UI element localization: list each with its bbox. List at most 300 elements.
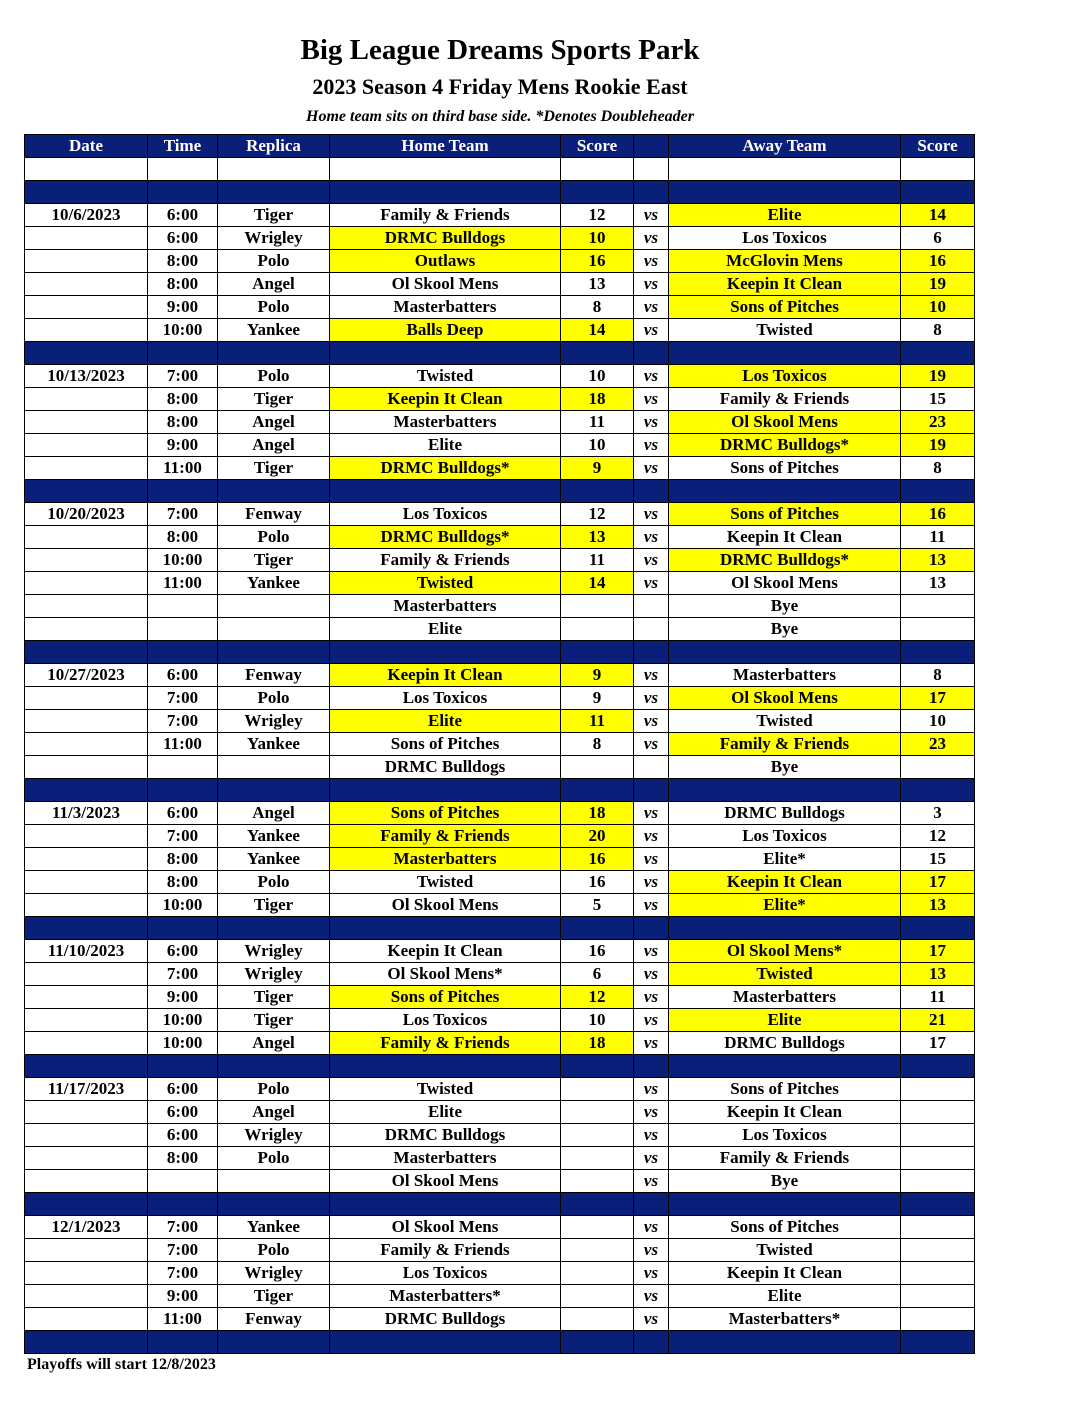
date-cell — [25, 549, 148, 572]
away-team-cell: Family & Friends — [669, 388, 901, 411]
away-score-cell — [901, 595, 975, 618]
separator-cell — [634, 1055, 669, 1078]
home-score-cell: 11 — [561, 710, 634, 733]
date-cell — [25, 1239, 148, 1262]
date-cell — [25, 687, 148, 710]
home-score-cell: 13 — [561, 273, 634, 296]
time-cell: 8:00 — [148, 871, 218, 894]
separator-cell — [218, 181, 330, 204]
away-team-cell: Elite* — [669, 894, 901, 917]
game-row — [25, 1147, 975, 1170]
away-score-cell — [901, 1101, 975, 1124]
vs-cell — [634, 756, 669, 779]
blank-cell — [901, 158, 975, 181]
separator-cell — [148, 1331, 218, 1354]
vs-cell: vs — [634, 710, 669, 733]
col-away-team: Away Team — [669, 135, 901, 158]
vs-cell: vs — [634, 227, 669, 250]
home-score-cell: 6 — [561, 963, 634, 986]
away-score-cell: 23 — [901, 733, 975, 756]
home-team-cell: Family & Friends — [330, 204, 561, 227]
away-team-cell: Masterbatters — [669, 664, 901, 687]
away-score-cell: 12 — [901, 825, 975, 848]
game-row — [25, 204, 975, 227]
date-cell — [25, 1032, 148, 1055]
home-score-cell: 9 — [561, 664, 634, 687]
game-row — [25, 1124, 975, 1147]
vs-cell: vs — [634, 963, 669, 986]
away-team-cell: Twisted — [669, 710, 901, 733]
replica-cell: Yankee — [218, 848, 330, 871]
replica-cell: Yankee — [218, 572, 330, 595]
game-row — [25, 250, 975, 273]
away-team-cell: Bye — [669, 1170, 901, 1193]
away-team-cell: Family & Friends — [669, 733, 901, 756]
away-score-cell: 11 — [901, 986, 975, 1009]
vs-cell: vs — [634, 250, 669, 273]
separator-cell — [25, 1331, 148, 1354]
away-score-cell: 19 — [901, 365, 975, 388]
game-row — [25, 572, 975, 595]
replica-cell: Fenway — [218, 664, 330, 687]
home-score-cell: 13 — [561, 526, 634, 549]
home-score-cell: 16 — [561, 848, 634, 871]
home-score-cell — [561, 1262, 634, 1285]
home-score-cell: 14 — [561, 319, 634, 342]
away-score-cell — [901, 1262, 975, 1285]
home-score-cell — [561, 1216, 634, 1239]
vs-cell: vs — [634, 1262, 669, 1285]
time-cell: 6:00 — [148, 664, 218, 687]
away-score-cell: 13 — [901, 894, 975, 917]
separator-cell — [634, 181, 669, 204]
vs-cell: vs — [634, 940, 669, 963]
separator-cell — [669, 181, 901, 204]
time-cell: 8:00 — [148, 273, 218, 296]
away-team-cell: Masterbatters — [669, 986, 901, 1009]
vs-cell: vs — [634, 687, 669, 710]
game-row — [25, 756, 975, 779]
vs-cell: vs — [634, 664, 669, 687]
home-score-cell: 9 — [561, 687, 634, 710]
home-team-cell: Twisted — [330, 365, 561, 388]
game-row — [25, 848, 975, 871]
separator-cell — [25, 480, 148, 503]
away-team-cell: Los Toxicos — [669, 227, 901, 250]
vs-cell: vs — [634, 411, 669, 434]
game-row — [25, 503, 975, 526]
blank-cell — [561, 158, 634, 181]
home-team-cell: Outlaws — [330, 250, 561, 273]
away-score-cell: 19 — [901, 273, 975, 296]
home-score-cell: 16 — [561, 871, 634, 894]
time-cell: 7:00 — [148, 710, 218, 733]
replica-cell: Polo — [218, 1147, 330, 1170]
col-date: Date — [25, 135, 148, 158]
away-score-cell — [901, 1147, 975, 1170]
separator-cell — [901, 1055, 975, 1078]
home-team-cell: Twisted — [330, 871, 561, 894]
separator-cell — [25, 1055, 148, 1078]
away-score-cell: 15 — [901, 848, 975, 871]
away-team-cell: Elite — [669, 204, 901, 227]
home-score-cell — [561, 1078, 634, 1101]
game-row — [25, 434, 975, 457]
away-score-cell: 14 — [901, 204, 975, 227]
home-team-cell: Los Toxicos — [330, 687, 561, 710]
separator-cell — [148, 1055, 218, 1078]
game-row — [25, 595, 975, 618]
home-score-cell — [561, 1124, 634, 1147]
game-row — [25, 940, 975, 963]
replica-cell: Polo — [218, 296, 330, 319]
home-team-cell: Balls Deep — [330, 319, 561, 342]
separator-cell — [218, 779, 330, 802]
separator-cell — [901, 779, 975, 802]
game-row — [25, 1101, 975, 1124]
home-score-cell — [561, 1170, 634, 1193]
separator-cell — [901, 1193, 975, 1216]
date-cell — [25, 1170, 148, 1193]
away-score-cell: 13 — [901, 963, 975, 986]
home-team-cell: Elite — [330, 1101, 561, 1124]
home-team-cell: Elite — [330, 618, 561, 641]
replica-cell — [218, 595, 330, 618]
time-cell: 6:00 — [148, 1078, 218, 1101]
away-score-cell: 10 — [901, 710, 975, 733]
replica-cell: Polo — [218, 1239, 330, 1262]
home-team-cell: Ol Skool Mens — [330, 273, 561, 296]
home-score-cell — [561, 1147, 634, 1170]
home-score-cell: 9 — [561, 457, 634, 480]
away-score-cell — [901, 1285, 975, 1308]
away-team-cell: Ol Skool Mens — [669, 687, 901, 710]
date-cell: 10/6/2023 — [25, 204, 148, 227]
away-team-cell: DRMC Bulldogs* — [669, 549, 901, 572]
away-score-cell: 3 — [901, 802, 975, 825]
home-team-cell: Masterbatters — [330, 411, 561, 434]
home-score-cell: 10 — [561, 434, 634, 457]
separator-cell — [669, 779, 901, 802]
separator-cell — [669, 917, 901, 940]
home-team-cell: Twisted — [330, 572, 561, 595]
vs-cell: vs — [634, 1308, 669, 1331]
away-team-cell: DRMC Bulldogs — [669, 1032, 901, 1055]
separator-cell — [901, 641, 975, 664]
date-cell: 11/17/2023 — [25, 1078, 148, 1101]
away-score-cell: 8 — [901, 457, 975, 480]
away-score-cell: 17 — [901, 871, 975, 894]
away-score-cell — [901, 756, 975, 779]
replica-cell: Wrigley — [218, 940, 330, 963]
vs-cell: vs — [634, 1009, 669, 1032]
home-team-cell: Ol Skool Mens* — [330, 963, 561, 986]
date-cell — [25, 434, 148, 457]
separator-cell — [148, 1193, 218, 1216]
separator-cell — [218, 1193, 330, 1216]
home-score-cell: 12 — [561, 986, 634, 1009]
separator-cell — [148, 779, 218, 802]
home-score-cell — [561, 1285, 634, 1308]
separator-cell — [330, 1193, 561, 1216]
playoffs-note: Playoffs will start 12/8/2023 — [27, 1356, 216, 1373]
vs-cell: vs — [634, 273, 669, 296]
home-team-cell: DRMC Bulldogs — [330, 756, 561, 779]
vs-cell: vs — [634, 1239, 669, 1262]
away-team-cell: Los Toxicos — [669, 365, 901, 388]
away-team-cell: Sons of Pitches — [669, 503, 901, 526]
vs-cell: vs — [634, 1170, 669, 1193]
game-row — [25, 618, 975, 641]
home-score-cell — [561, 756, 634, 779]
home-team-cell: Elite — [330, 434, 561, 457]
home-score-cell: 10 — [561, 365, 634, 388]
away-team-cell: DRMC Bulldogs* — [669, 434, 901, 457]
date-cell: 10/20/2023 — [25, 503, 148, 526]
col-vs — [634, 135, 669, 158]
date-cell: 10/27/2023 — [25, 664, 148, 687]
date-cell — [25, 227, 148, 250]
replica-cell: Tiger — [218, 894, 330, 917]
away-score-cell: 6 — [901, 227, 975, 250]
away-score-cell: 19 — [901, 434, 975, 457]
game-row — [25, 457, 975, 480]
vs-cell: vs — [634, 434, 669, 457]
replica-cell: Tiger — [218, 986, 330, 1009]
home-team-cell: Twisted — [330, 1078, 561, 1101]
home-team-cell: Masterbatters* — [330, 1285, 561, 1308]
week-separator-row — [25, 917, 975, 940]
replica-cell: Polo — [218, 871, 330, 894]
game-row — [25, 1239, 975, 1262]
blank-cell — [25, 158, 148, 181]
home-team-cell: Keepin It Clean — [330, 940, 561, 963]
separator-cell — [901, 181, 975, 204]
game-row — [25, 733, 975, 756]
date-cell — [25, 894, 148, 917]
date-cell — [25, 871, 148, 894]
week-separator-row — [25, 641, 975, 664]
blank-cell — [330, 158, 561, 181]
time-cell: 10:00 — [148, 319, 218, 342]
date-cell — [25, 250, 148, 273]
week-separator-row — [25, 1193, 975, 1216]
time-cell: 11:00 — [148, 572, 218, 595]
separator-cell — [634, 779, 669, 802]
time-cell: 7:00 — [148, 503, 218, 526]
vs-cell: vs — [634, 204, 669, 227]
away-team-cell: DRMC Bulldogs — [669, 802, 901, 825]
separator-cell — [561, 1193, 634, 1216]
home-team-cell: DRMC Bulldogs — [330, 1124, 561, 1147]
away-team-cell: Elite — [669, 1285, 901, 1308]
away-score-cell: 16 — [901, 503, 975, 526]
separator-cell — [634, 480, 669, 503]
away-team-cell: Sons of Pitches — [669, 296, 901, 319]
separator-cell — [561, 641, 634, 664]
replica-cell: Yankee — [218, 825, 330, 848]
replica-cell: Wrigley — [218, 963, 330, 986]
home-team-cell: Family & Friends — [330, 1239, 561, 1262]
time-cell: 8:00 — [148, 250, 218, 273]
home-score-cell — [561, 1239, 634, 1262]
replica-cell: Tiger — [218, 457, 330, 480]
separator-cell — [218, 342, 330, 365]
game-row — [25, 526, 975, 549]
replica-cell: Wrigley — [218, 1262, 330, 1285]
date-cell — [25, 526, 148, 549]
home-team-cell: DRMC Bulldogs* — [330, 526, 561, 549]
time-cell: 7:00 — [148, 1262, 218, 1285]
replica-cell: Wrigley — [218, 710, 330, 733]
home-team-cell: Ol Skool Mens — [330, 1170, 561, 1193]
away-team-cell: Bye — [669, 756, 901, 779]
away-team-cell: Keepin It Clean — [669, 1101, 901, 1124]
away-team-cell: Bye — [669, 595, 901, 618]
game-row — [25, 1170, 975, 1193]
time-cell — [148, 595, 218, 618]
home-score-cell: 14 — [561, 572, 634, 595]
separator-cell — [901, 1331, 975, 1354]
date-cell: 11/3/2023 — [25, 802, 148, 825]
col-home-team: Home Team — [330, 135, 561, 158]
away-team-cell: McGlovin Mens — [669, 250, 901, 273]
separator-cell — [669, 480, 901, 503]
home-team-cell: Sons of Pitches — [330, 802, 561, 825]
home-team-cell: Sons of Pitches — [330, 733, 561, 756]
game-row — [25, 1216, 975, 1239]
separator-cell — [330, 1331, 561, 1354]
replica-cell: Tiger — [218, 204, 330, 227]
separator-cell — [330, 641, 561, 664]
time-cell — [148, 756, 218, 779]
home-score-cell: 8 — [561, 296, 634, 319]
away-team-cell: Twisted — [669, 1239, 901, 1262]
separator-cell — [669, 342, 901, 365]
vs-cell: vs — [634, 825, 669, 848]
away-team-cell: Los Toxicos — [669, 1124, 901, 1147]
game-row — [25, 365, 975, 388]
separator-cell — [561, 779, 634, 802]
game-row — [25, 1262, 975, 1285]
separator-cell — [634, 342, 669, 365]
time-cell: 6:00 — [148, 1101, 218, 1124]
date-cell — [25, 710, 148, 733]
away-score-cell: 10 — [901, 296, 975, 319]
separator-cell — [218, 480, 330, 503]
home-score-cell: 16 — [561, 250, 634, 273]
separator-cell — [634, 917, 669, 940]
separator-cell — [148, 480, 218, 503]
time-cell: 8:00 — [148, 411, 218, 434]
date-cell — [25, 411, 148, 434]
time-cell — [148, 618, 218, 641]
schedule-table — [24, 134, 975, 1354]
date-cell — [25, 825, 148, 848]
time-cell: 11:00 — [148, 733, 218, 756]
separator-cell — [148, 181, 218, 204]
date-cell — [25, 1147, 148, 1170]
vs-cell: vs — [634, 1216, 669, 1239]
home-score-cell: 18 — [561, 802, 634, 825]
replica-cell: Polo — [218, 687, 330, 710]
page-title: Big League Dreams Sports Park — [300, 34, 700, 66]
date-cell — [25, 1308, 148, 1331]
week-separator-row — [25, 480, 975, 503]
date-cell — [25, 618, 148, 641]
col-replica: Replica — [218, 135, 330, 158]
replica-cell: Angel — [218, 802, 330, 825]
date-cell — [25, 388, 148, 411]
separator-cell — [669, 1331, 901, 1354]
away-score-cell — [901, 1124, 975, 1147]
replica-cell: Tiger — [218, 549, 330, 572]
home-team-cell: DRMC Bulldogs — [330, 227, 561, 250]
away-team-cell: Family & Friends — [669, 1147, 901, 1170]
week-separator-row — [25, 779, 975, 802]
game-row — [25, 825, 975, 848]
separator-cell — [561, 1331, 634, 1354]
time-cell: 7:00 — [148, 825, 218, 848]
game-row — [25, 296, 975, 319]
game-row — [25, 1308, 975, 1331]
away-score-cell: 17 — [901, 940, 975, 963]
vs-cell: vs — [634, 526, 669, 549]
away-score-cell — [901, 1239, 975, 1262]
away-score-cell: 11 — [901, 526, 975, 549]
replica-cell — [218, 618, 330, 641]
vs-cell: vs — [634, 802, 669, 825]
separator-cell — [218, 1055, 330, 1078]
vs-cell: vs — [634, 733, 669, 756]
blank-cell — [669, 158, 901, 181]
game-row — [25, 1009, 975, 1032]
time-cell: 8:00 — [148, 1147, 218, 1170]
separator-cell — [634, 641, 669, 664]
time-cell: 7:00 — [148, 687, 218, 710]
date-cell — [25, 733, 148, 756]
home-team-cell: Los Toxicos — [330, 1009, 561, 1032]
game-row — [25, 1032, 975, 1055]
separator-cell — [561, 480, 634, 503]
home-score-cell: 11 — [561, 549, 634, 572]
time-cell: 8:00 — [148, 848, 218, 871]
home-team-cell: Ol Skool Mens — [330, 1216, 561, 1239]
separator-cell — [25, 181, 148, 204]
separator-cell — [901, 917, 975, 940]
away-team-cell: Twisted — [669, 319, 901, 342]
game-row — [25, 986, 975, 1009]
time-cell: 10:00 — [148, 1032, 218, 1055]
replica-cell: Yankee — [218, 319, 330, 342]
away-team-cell: Bye — [669, 618, 901, 641]
home-score-cell — [561, 1308, 634, 1331]
time-cell: 9:00 — [148, 296, 218, 319]
separator-cell — [148, 641, 218, 664]
time-cell: 11:00 — [148, 457, 218, 480]
blank-row — [25, 158, 975, 181]
date-cell: 10/13/2023 — [25, 365, 148, 388]
date-cell — [25, 1262, 148, 1285]
vs-cell: vs — [634, 549, 669, 572]
away-team-cell: Keepin It Clean — [669, 871, 901, 894]
game-row — [25, 1078, 975, 1101]
vs-cell: vs — [634, 1078, 669, 1101]
away-team-cell: Keepin It Clean — [669, 526, 901, 549]
schedule-note: Home team sits on third base side. *Denotes Doubleheader — [306, 108, 694, 125]
game-row — [25, 802, 975, 825]
vs-cell: vs — [634, 319, 669, 342]
